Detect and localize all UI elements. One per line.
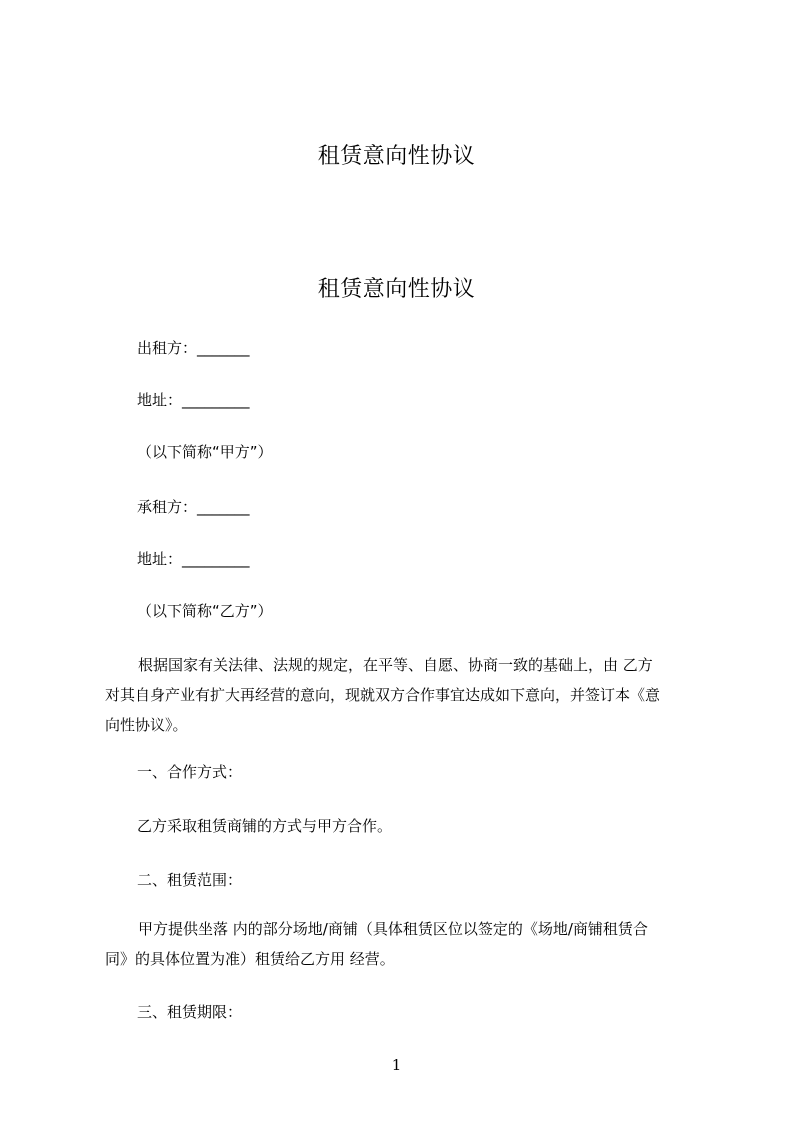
preamble-line: 对其自身产业有扩大再经营的意向，现就双方合作事宜达成如下意向，并签订本《意 <box>105 686 661 704</box>
section-body-scope <box>105 914 705 974</box>
lessor-address-field: 地址：_________ <box>137 391 250 409</box>
lessee-field: 承租方：_______ <box>137 498 250 516</box>
section-heading-scope: 二、租赁范围： <box>137 871 243 889</box>
section-heading-cooperation: 一、合作方式： <box>137 763 243 781</box>
section-heading-term: 三、租赁期限： <box>137 1003 243 1021</box>
lessor-field: 出租方：_______ <box>137 339 250 357</box>
document-title: 租赁意向性协议 <box>317 277 476 302</box>
preamble-paragraph <box>105 650 705 740</box>
section-body-cooperation: 乙方采取租赁商铺的方式与甲方合作。 <box>137 817 393 835</box>
page-number: 1 <box>391 1056 402 1074</box>
cover-title: 租赁意向性协议 <box>317 144 476 169</box>
scope-line: 同》的具体位置为准）租赁给乙方用 经营。 <box>105 950 395 968</box>
scope-line: 甲方提供坐落 内的部分场地/商铺（具体租赁区位以签定的《场地/商铺租赁合 <box>138 920 648 938</box>
lessor-alias: （以下简称“甲方”） <box>137 443 273 461</box>
preamble-line: 根据国家有关法律、法规的规定，在平等、自愿、协商一致的基础上，由 乙方 <box>138 656 653 674</box>
lessee-alias: （以下简称“乙方”） <box>137 602 273 620</box>
preamble-line: 向性协议》。 <box>105 716 188 734</box>
lessee-address-field: 地址：_________ <box>137 550 250 568</box>
